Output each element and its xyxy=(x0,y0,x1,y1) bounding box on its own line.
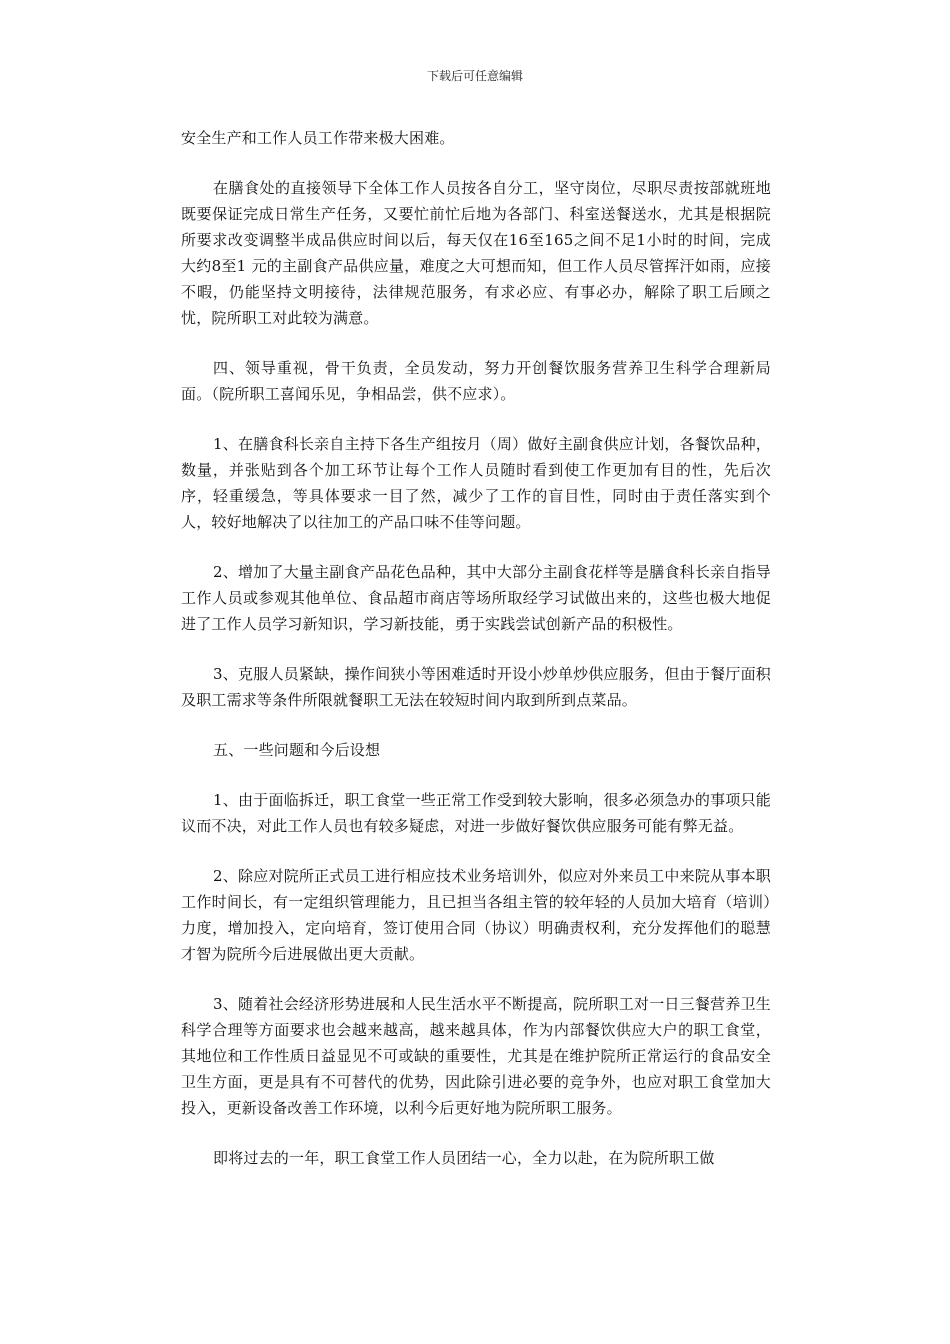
paragraph: 安全生产和工作人员工作带来极大困难。 xyxy=(181,129,455,147)
paragraph: 2、增加了大量主副食产品花色品种，其中大部分主副食花样等是膳食科长亲自指导工作人员或参观其他单位、食品超市商店等场所取经学习试做出来的，这些也极大地促进了工作人员学习新知识，学习新技能，勇于实践尝试创新产品的积极性。 xyxy=(181,563,771,633)
section-heading: 五、一些问题和今后设想 xyxy=(213,741,381,759)
paragraph: 3、克服人员紧缺，操作间狭小等困难适时开设小炒单炒供应服务，但由于餐厅面积及职工需求等条件所限就餐职工无法在较短时间内取到所到点菜品。 xyxy=(181,665,771,709)
section-heading-paragraph: 四、领导重视，骨干负责，全员发动，努力开创餐饮服务营养卫生科学合理新局面。（院所职工喜闻乐见，争相品尝，供不应求）。 xyxy=(181,359,771,403)
paragraph: 在膳食处的直接领导下全体工作人员按各自分工，坚守岗位，尽职尽责按部就班地既要保证完成日常生产任务，又要忙前忙后地为各部门、科室送餐送水，尤其是根据院所要求改变调整半成品供应时间以后，每天仅在16至165之间不足1小时的时间，完成大约8至1 元的主副食产品供应量，难度之大可想而知，但工作人员尽管挥汗如雨，应接不暇，仍能坚持文明接待，法律规范服务，有求必应、有事必办，解除了职工后顾之忧，院所职工对此较为满意。 xyxy=(181,179,771,327)
page-header: 下载后可任意编辑 xyxy=(426,69,523,83)
paragraph: 3、随着社会经济形势进展和人民生活水平不断提高，院所职工对一日三餐营养卫生科学合理等方面要求也会越来越高，越来越具体，作为内部餐饮供应大户的职工食堂，其地位和工作性质日益显见不可或缺的重要性，尤其是在维护院所正常运行的食品安全卫生方面，更是具有不可替代的优势，因此除引进必要的竞争外，也应对职工食堂加大投入，更新设备改善工作环境，以利今后更好地为院所职工服务。 xyxy=(181,995,771,1117)
paragraph: 2、除应对院所正式员工进行相应技术业务培训外，似应对外来员工中来院从事本职工作时间长，有一定组织管理能力，且已担当各组主管的较年轻的人员加大培育（培训）力度，增加投入，定向培育，签订使用合同（协议）明确责权利，充分发挥他们的聪慧才智为院所今后进展做出更大贡献。 xyxy=(181,867,771,963)
paragraph: 1、由于面临拆迁，职工食堂一些正常工作受到较大影响，很多必须急办的事项只能议而不决，对此工作人员也有较多疑虑，对进一步做好餐饮供应服务可能有弊无益。 xyxy=(181,791,771,835)
paragraph: 即将过去的一年，职工食堂工作人员团结一心，全力以赴，在为院所职工做 xyxy=(213,1149,715,1167)
paragraph: 1、在膳食科长亲自主持下各生产组按月（周）做好主副食供应计划，各餐饮品种，数量，并张贴到各个加工环节让每个工作人员随时看到使工作更加有目的性，先后次序，轻重缓急，等具体要求一目了然，减少了工作的盲目性，同时由于责任落实到个人，较好地解决了以往加工的产品口味不佳等问题。 xyxy=(181,435,771,531)
document-body xyxy=(181,125,771,1195)
